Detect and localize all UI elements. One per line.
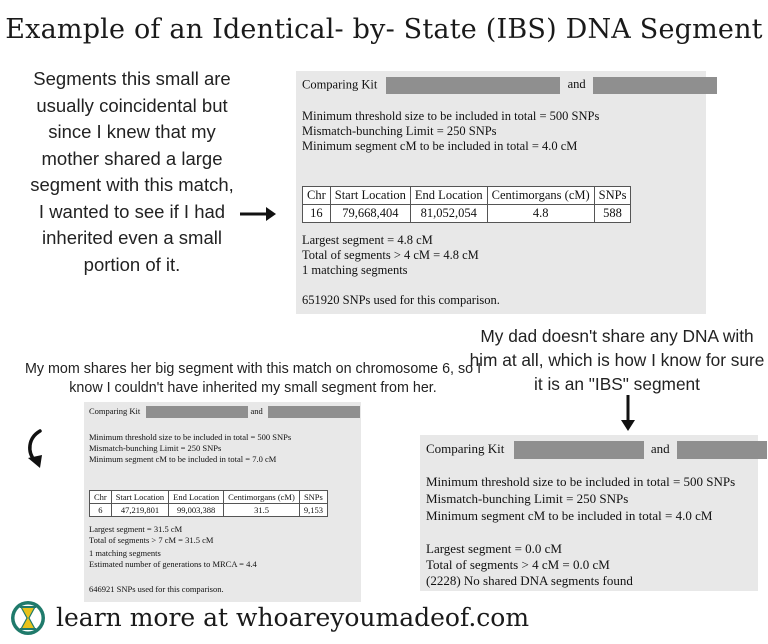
comparison-panel-dad	[420, 435, 758, 591]
cell-cm: 31.5	[224, 504, 300, 517]
arrow-down-icon	[619, 394, 637, 432]
header-chr: Chr	[303, 187, 331, 205]
total-text: Total of segments > 4 cM = 4.8 cM	[302, 248, 479, 262]
largest-text: Largest segment = 4.8 cM	[302, 233, 433, 247]
segment-table	[302, 186, 631, 223]
largest-text: Largest segment = 0.0 cM	[426, 541, 562, 556]
total-text: Total of segments > 7 cM = 31.5 cM	[89, 535, 214, 545]
header-end: End Location	[410, 187, 487, 205]
table-header-row	[90, 491, 328, 504]
segment-table-wrap	[302, 186, 631, 223]
header-snps: SNPs	[594, 187, 631, 205]
threshold-text: Minimum threshold size to be included in total = 500 SNPs	[89, 432, 292, 442]
comparing-label: Comparing Kit	[426, 441, 505, 456]
table-header-row	[303, 187, 631, 205]
header-start: Start Location	[111, 491, 168, 504]
threshold-text: Minimum threshold size to be included in total = 500 SNPs	[426, 474, 736, 489]
comparison-panel-mom	[84, 402, 361, 602]
header-start: Start Location	[330, 187, 410, 205]
min-cm-text: Minimum segment cM to be included in total = 4.0 cM	[426, 508, 713, 523]
comparing-line	[89, 406, 360, 418]
and-label: and	[250, 406, 263, 416]
table-row	[90, 504, 328, 517]
comparing-line	[302, 77, 717, 94]
matching-text: 1 matching segments	[89, 548, 161, 558]
cell-chr: 6	[90, 504, 112, 517]
largest-text: Largest segment = 31.5 cM	[89, 524, 183, 534]
hourglass-logo-icon	[10, 600, 46, 636]
cell-start: 79,668,404	[330, 205, 410, 223]
redacted-kit-2	[268, 406, 360, 418]
page-title: Example of an Identical- by- State (IBS) DNA Segment	[5, 14, 763, 45]
cell-snps: 9,153	[299, 504, 327, 517]
redacted-kit-2	[677, 441, 767, 459]
mismatch-text: Mismatch-bunching Limit = 250 SNPs	[426, 491, 629, 506]
cell-cm: 4.8	[487, 205, 594, 223]
redacted-kit-1	[386, 77, 560, 94]
comparison-panel-ibs	[296, 71, 706, 314]
cell-chr: 16	[303, 205, 331, 223]
footer-link-text[interactable]: learn more at whoareyoumadeof.com	[56, 603, 530, 632]
cell-start: 47,219,801	[111, 504, 168, 517]
cell-end: 99,003,388	[169, 504, 224, 517]
note-left-text: Segments this small are usually coincidental but since I knew that my mother shared a large segment with this match, I wanted to see if I had inherited even a small portion of it.	[30, 68, 234, 275]
curved-arrow-icon	[22, 428, 50, 470]
snps-used-text: 651920 SNPs used for this comparison.	[302, 293, 500, 307]
cell-end: 81,052,054	[410, 205, 487, 223]
header-chr: Chr	[90, 491, 112, 504]
snps-used-text: 646921 SNPs used for this comparison.	[89, 584, 224, 594]
arrow-right-icon	[238, 204, 278, 224]
mismatch-text: Mismatch-bunching Limit = 250 SNPs	[89, 443, 222, 453]
mismatch-text: Mismatch-bunching Limit = 250 SNPs	[302, 124, 497, 138]
total-text: Total of segments > 4 cM = 0.0 cM	[426, 557, 610, 572]
comparing-label: Comparing Kit	[89, 406, 141, 416]
threshold-text: Minimum threshold size to be included in total = 500 SNPs	[302, 109, 600, 123]
header-cm: Centimorgans (cM)	[487, 187, 594, 205]
segment-table-wrap	[89, 490, 328, 517]
comparing-line	[426, 441, 767, 459]
header-end: End Location	[169, 491, 224, 504]
redacted-kit-1	[146, 406, 248, 418]
comparing-label: Comparing Kit	[302, 77, 378, 92]
no-shared-text: (2228) No shared DNA segments found	[426, 573, 633, 588]
table-row	[303, 205, 631, 223]
segment-table	[89, 490, 328, 517]
min-cm-text: Minimum segment cM to be included in total = 7.0 cM	[89, 454, 277, 464]
header-snps: SNPs	[299, 491, 327, 504]
redacted-kit-2	[593, 77, 717, 94]
redacted-kit-1	[514, 441, 644, 459]
and-label: and	[567, 77, 586, 92]
header-cm: Centimorgans (cM)	[224, 491, 300, 504]
note-dad-text: My dad doesn't share any DNA with him at all, which is how I know for sure it is an "IBS" segment	[469, 326, 765, 394]
and-label: and	[650, 441, 670, 456]
matching-text: 1 matching segments	[302, 263, 408, 277]
generations-text: Estimated number of generations to MRCA = 4.4	[89, 559, 257, 569]
note-mom-text: My mom shares her big segment with this match on chromosome 6, so I know I couldn't have inherited my small segment from her.	[24, 361, 482, 396]
cell-snps: 588	[594, 205, 631, 223]
min-cm-text: Minimum segment cM to be included in total = 4.0 cM	[302, 139, 578, 153]
